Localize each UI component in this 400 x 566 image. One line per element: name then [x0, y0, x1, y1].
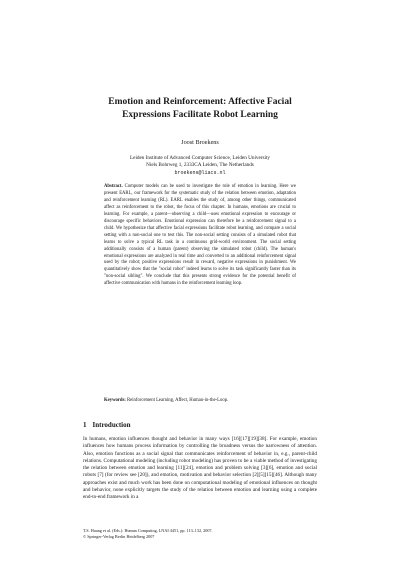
keywords [104, 398, 296, 403]
abstract [104, 184, 296, 288]
section-heading [83, 421, 131, 429]
citation-line: T.S. Huang et al. (Eds.): Human Computing, LNAI 4451, pp. 113–132, 2007. [83, 528, 213, 533]
title-line-2: Expressions Facilitate Robot Learning [122, 110, 278, 120]
title-line-1: Emotion and Reinforcement: Affective Facial [108, 97, 292, 107]
affiliation-line-2: Niels Bohrweg 1, 2333CA Leiden, The Netherlands [146, 162, 254, 169]
abstract-label: Abstract. [104, 184, 123, 189]
keywords-text: Reinforcement Learning, Affect, Human-in-the-Loop. [127, 398, 229, 403]
abstract-text: Computer models can be used to investigate the role of emotion in learning. Here we present EARL, our framework for the systematic study of the relation between emotion, adaptation and reinforcement learning (RL). EARL enables the study of, among other things, communicated affect as reinforcement to the robot, the focus of this chapter. In humans, emotions are crucial to learning. For example, a parent—observing a child—uses emotional expression to encourage or discourage specific behaviors. Emotional expression can therefore be a reinforcement signal to a child. We hypothesize that affective facial expressions facilitate robot learning, and compare a social setting with a non-social one to test this. The non-social setting consists of a simulated robot that learns to solve a typical RL task in a continuous grid-world environment. The social setting additionally consists of a human (parent) observing the simulated robot (child). The human's emotional expressions are analyzed in real time and converted to an additional reinforcement signal used by the robot; positive expressions result in reward, negative expressions in punishment. We quantitatively show that the "social robot" indeed learns to solve its task significantly faster than its "non-social sibling". We conclude that this presents strong evidence for the potential benefit of affective communication with humans in the reinforcement learning loop. [104, 184, 297, 287]
author-email[interactable]: broekens@liacs.nl [174, 169, 226, 176]
copyright-line: © Springer-Verlag Berlin Heidelberg 2007 [83, 534, 155, 539]
paper-title [60, 96, 340, 122]
keywords-label: Keywords: [104, 398, 126, 403]
author-name: Joost Broekens [181, 139, 219, 146]
section-number: 1 [83, 421, 87, 429]
page-footer [83, 528, 213, 540]
affiliation [60, 155, 340, 177]
affiliation-line-1: Leiden Institute of Advanced Computer Science, Leiden University [129, 155, 271, 161]
introduction-text: In humans, emotion influences thought and behavior in many ways [16][17][19][38]. For example, emotion influences how humans process information by controlling the broadness versus the narrowness of attention. Also, emotion functions as a social signal that communicates reinforcement of behavior in, e.g., parent-child relations. Computational modeling (including robot modeling) has proven to be a viable method of investigating the relation between emotion and learning [11][24], emotion and problem solving [3][6], emotion and social robots [7] (for review see [20]), and emotion, motivation and behavior selection [2][5][15][46]. Although many approaches exist and much work has been done on computational modeling of emotional influences on thought and behavior, none explicitly targets the study of the relation between emotion and learning using a complete end-to-end framework in a [83, 436, 317, 501]
section-title: Introduction [92, 421, 131, 429]
